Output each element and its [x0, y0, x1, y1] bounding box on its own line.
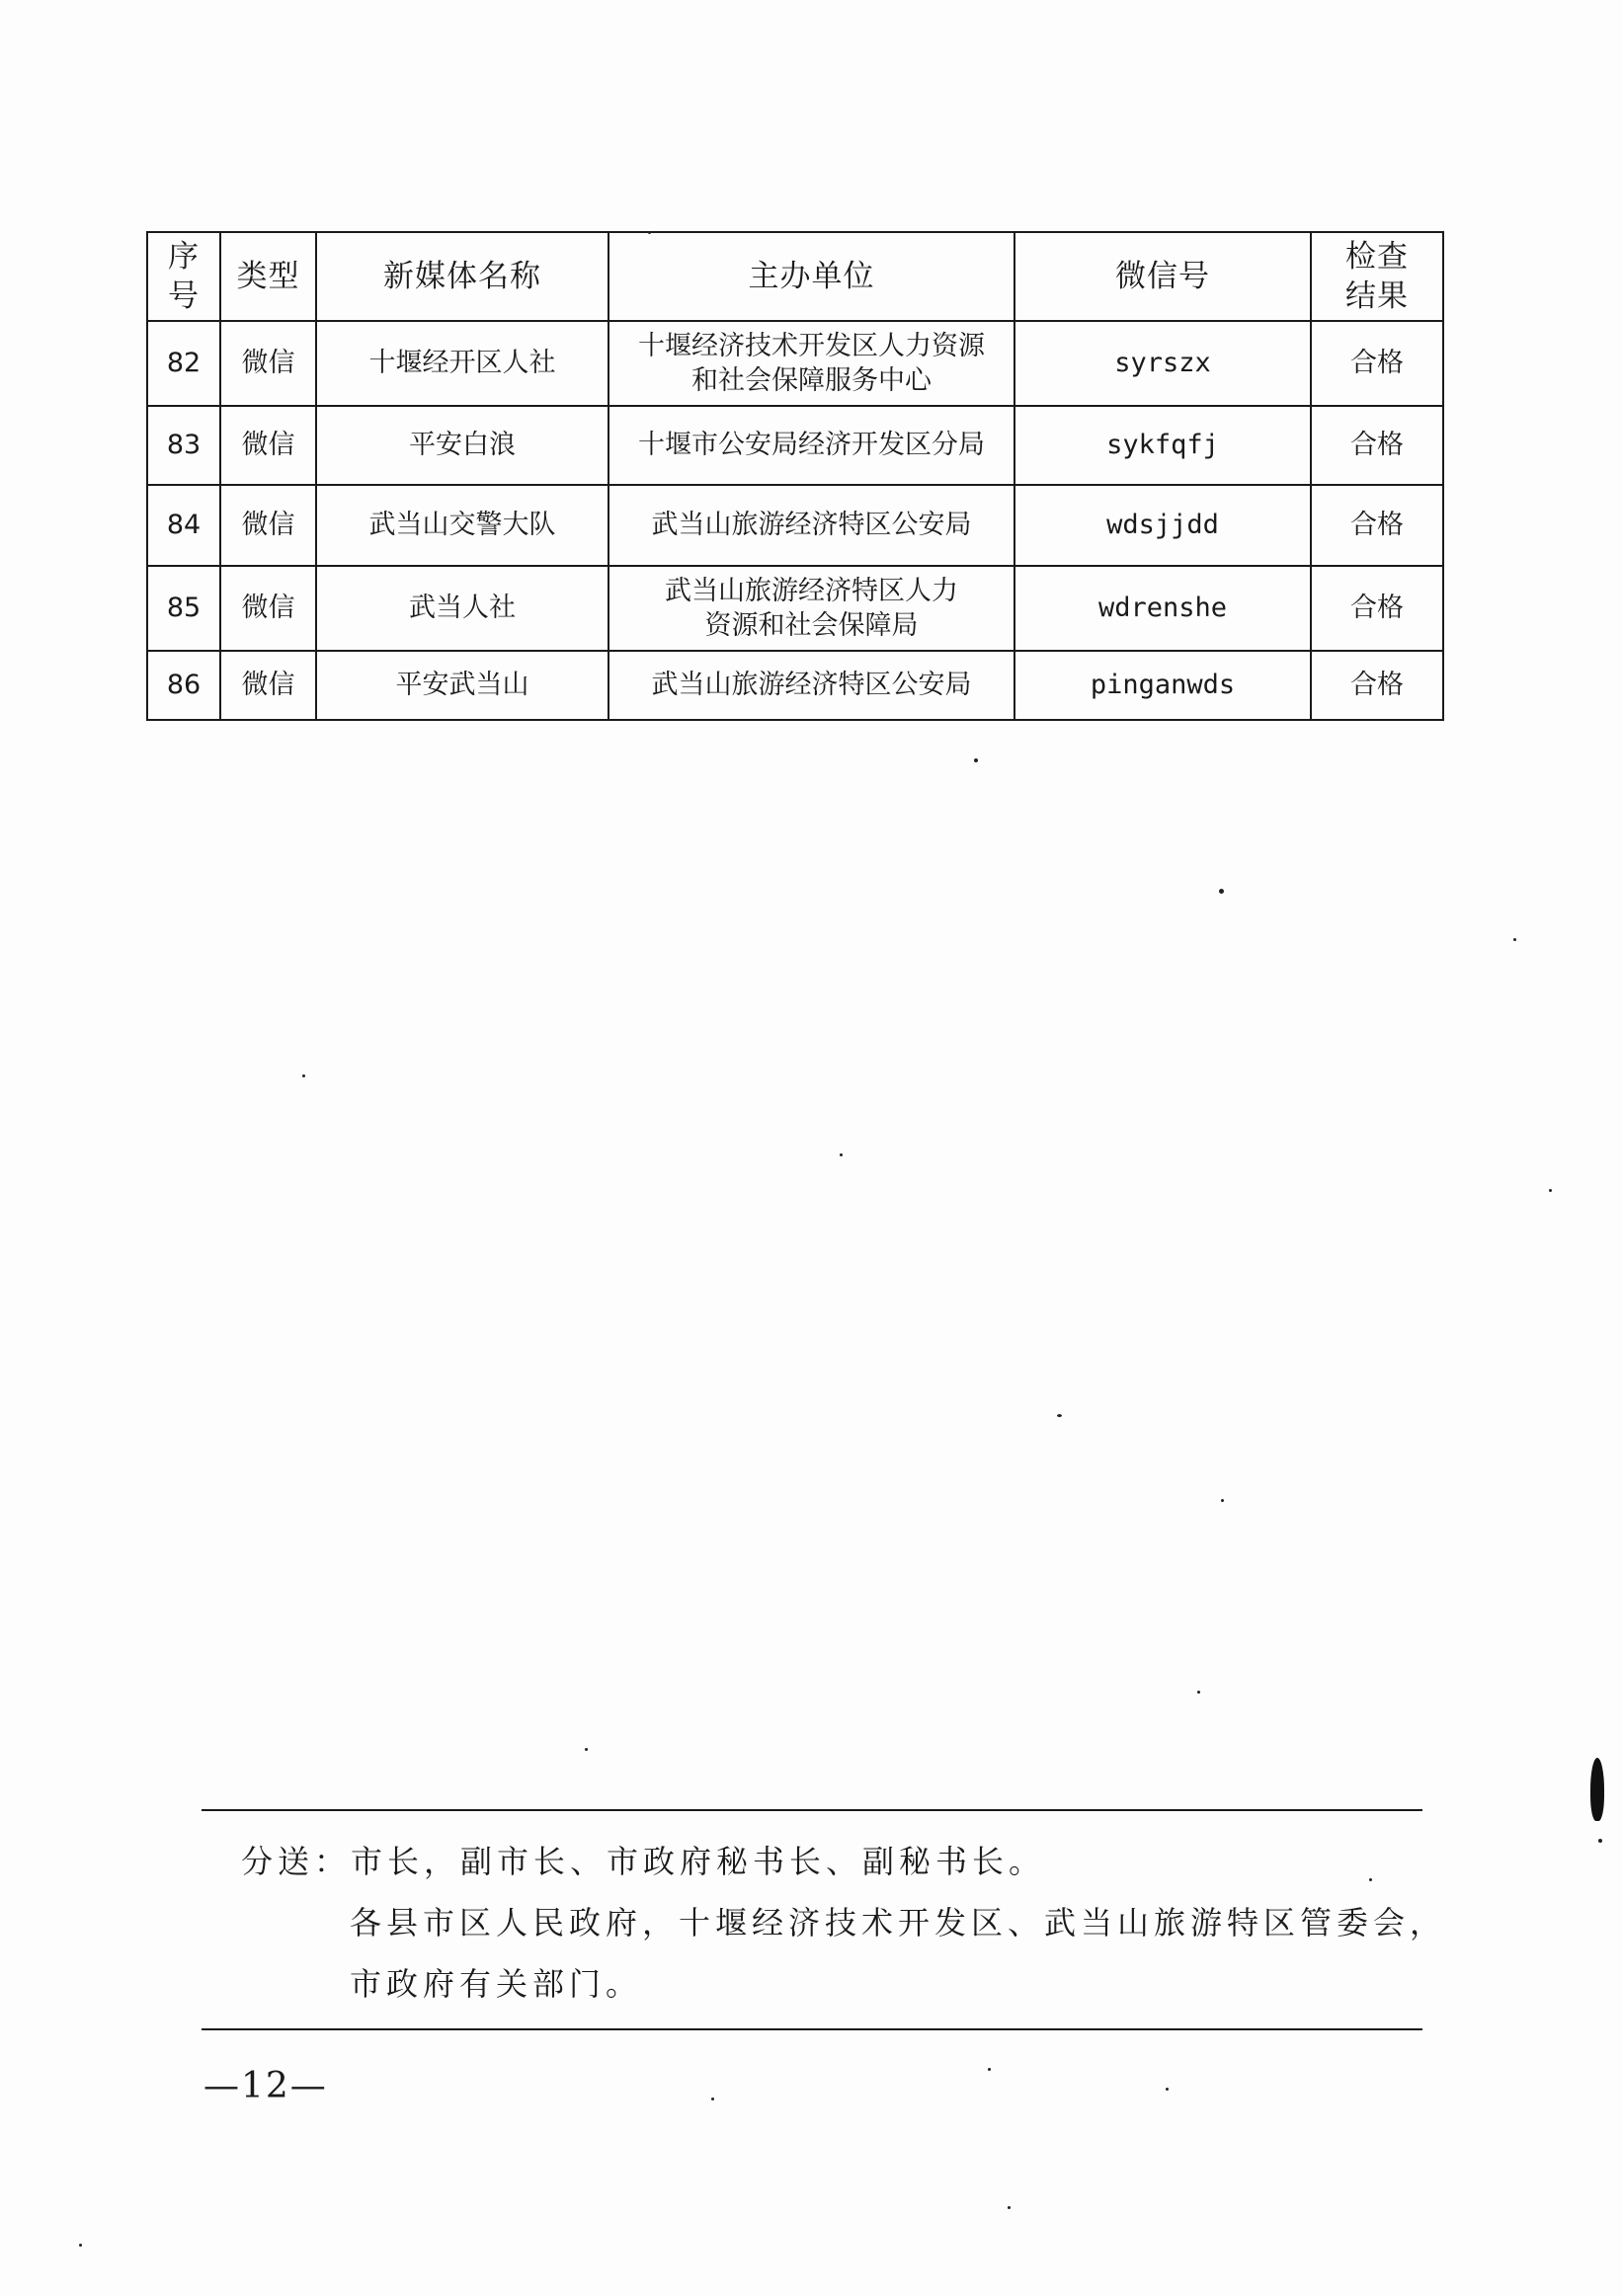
header-wechat-id: 微信号 [1014, 232, 1311, 321]
header-result [1311, 232, 1443, 321]
distribution-block [241, 1831, 1447, 2015]
distribution-line-3: 市政府有关部门。 [350, 1965, 643, 2003]
header-result-line1: 检查 [1345, 238, 1409, 275]
cell-result: 合格 [1311, 651, 1443, 720]
scan-speck [974, 758, 978, 762]
table-row [147, 406, 1443, 485]
distribution-top-rule [202, 1809, 1422, 1811]
table-row [147, 321, 1443, 406]
page-number: —12— [203, 2066, 328, 2106]
scan-speck [79, 2244, 82, 2247]
cell-wechat-id: wdsjjdd [1014, 485, 1311, 566]
cell-sponsor-line2: 资源和社会保障局 [704, 610, 919, 641]
scan-speck [585, 1748, 588, 1751]
scan-speck [648, 231, 651, 234]
cell-type: 微信 [220, 566, 316, 651]
scan-speck [1549, 1189, 1552, 1192]
media-check-table [146, 231, 1444, 721]
header-seq-line1: 序 [168, 238, 200, 275]
cell-seq: 85 [147, 566, 220, 651]
cell-name: 平安白浪 [316, 406, 608, 485]
distribution-bottom-rule [202, 2028, 1422, 2030]
scan-speck [988, 2068, 991, 2071]
cell-wechat-id: wdrenshe [1014, 566, 1311, 651]
cell-seq: 83 [147, 406, 220, 485]
cell-name: 武当人社 [316, 566, 608, 651]
cell-wechat-id: syrszx [1014, 321, 1311, 406]
cell-result: 合格 [1311, 485, 1443, 566]
table-row [147, 566, 1443, 651]
header-sponsor: 主办单位 [608, 232, 1014, 321]
scan-speck [1197, 1691, 1200, 1694]
cell-type: 微信 [220, 321, 316, 406]
table-row [147, 485, 1443, 566]
cell-sponsor-line1: 武当山旅游经济特区人力 [665, 575, 958, 606]
cell-seq: 82 [147, 321, 220, 406]
cell-name: 武当山交警大队 [316, 485, 608, 566]
scan-speck [1057, 1414, 1062, 1417]
scan-speck [1598, 1839, 1602, 1843]
scan-speck [1513, 938, 1516, 941]
cell-name: 十堰经开区人社 [316, 321, 608, 406]
cell-wechat-id: sykfqfj [1014, 406, 1311, 485]
cell-result: 合格 [1311, 566, 1443, 651]
scan-speck [302, 1074, 305, 1077]
cell-sponsor: 武当山旅游经济特区公安局 [608, 651, 1014, 720]
header-type: 类型 [220, 232, 316, 321]
distribution-line-1: 分送：市长，副市长、市政府秘书长、副秘书长。 [241, 1843, 1046, 1880]
cell-result: 合格 [1311, 321, 1443, 406]
distribution-line-2: 各县市区人民政府，十堰经济技术开发区、武当山旅游特区管委会， [350, 1904, 1447, 1941]
cell-sponsor-line2: 和社会保障服务中心 [691, 365, 932, 396]
header-name: 新媒体名称 [316, 232, 608, 321]
cell-result: 合格 [1311, 406, 1443, 485]
cell-wechat-id: pinganwds [1014, 651, 1311, 720]
cell-sponsor [608, 321, 1014, 406]
media-check-table-container [146, 231, 1442, 721]
header-seq [147, 232, 220, 321]
cell-seq: 86 [147, 651, 220, 720]
scan-speck [711, 2098, 714, 2100]
scan-speck [840, 1153, 843, 1156]
cell-type: 微信 [220, 485, 316, 566]
cell-name: 平安武当山 [316, 651, 608, 720]
scan-speck [1221, 1499, 1224, 1502]
scan-ink-blot [1590, 1758, 1604, 1821]
header-result-line2: 结果 [1345, 278, 1409, 314]
cell-sponsor: 武当山旅游经济特区公安局 [608, 485, 1014, 566]
table-header-row [147, 232, 1443, 321]
cell-seq: 84 [147, 485, 220, 566]
scan-speck [1219, 889, 1224, 894]
cell-type: 微信 [220, 406, 316, 485]
cell-type: 微信 [220, 651, 316, 720]
cell-sponsor [608, 566, 1014, 651]
scan-speck [1008, 2206, 1011, 2209]
header-seq-line2: 号 [168, 278, 200, 314]
table-row [147, 651, 1443, 720]
cell-sponsor-line1: 十堰经济技术开发区人力资源 [638, 330, 985, 361]
scan-speck [1166, 2088, 1169, 2091]
cell-sponsor: 十堰市公安局经济开发区分局 [608, 406, 1014, 485]
